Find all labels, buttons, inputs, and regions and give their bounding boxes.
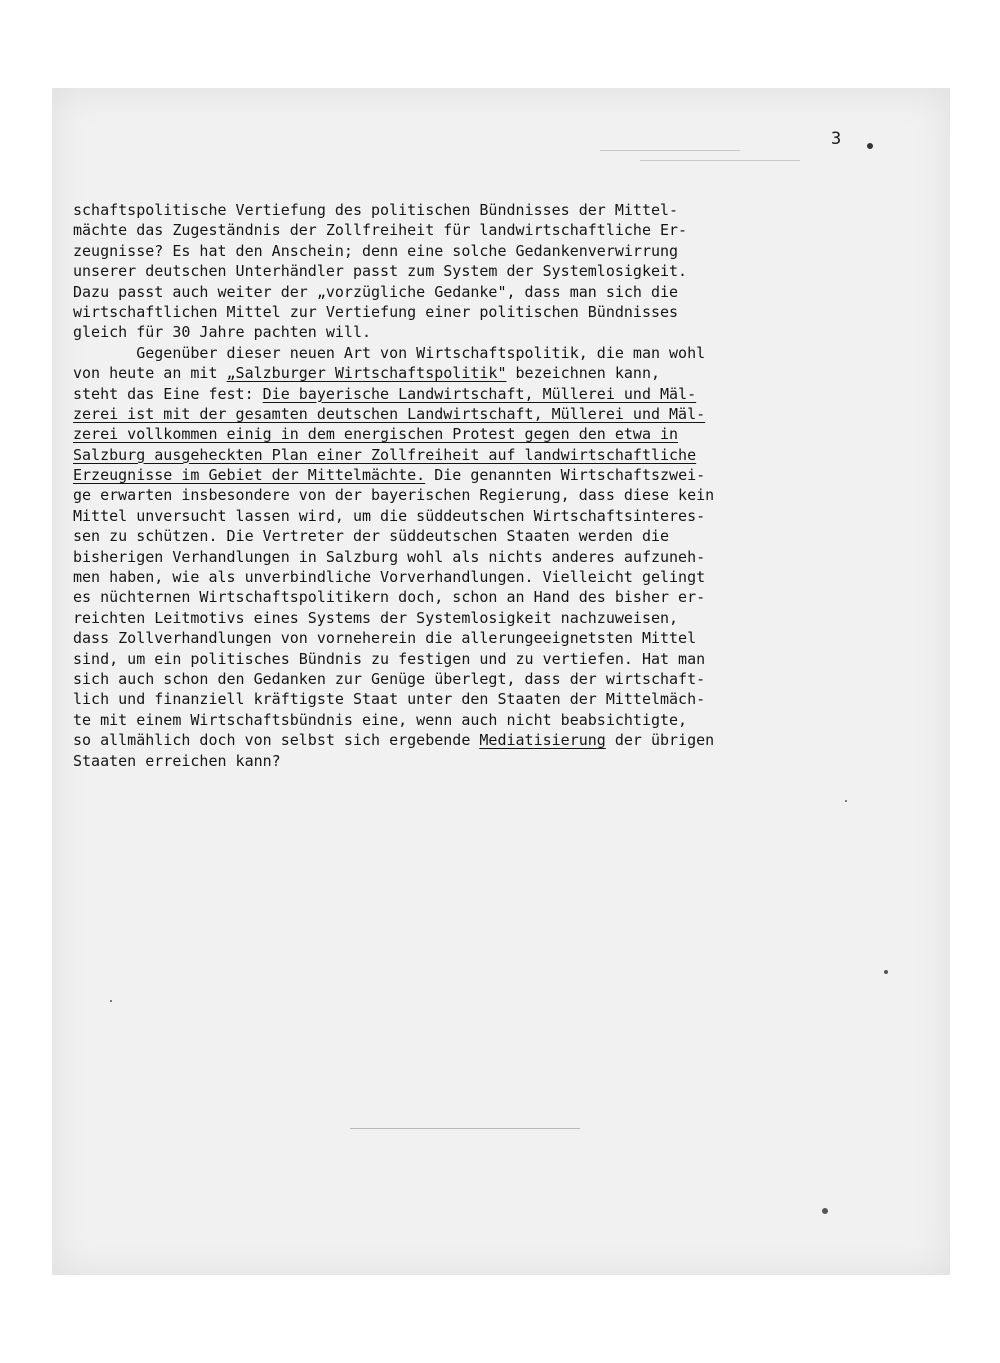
text-line — [73, 302, 933, 322]
text-segment: so allmählich doch von selbst sich ergebende — [73, 731, 480, 750]
text-segment: zeugnisse? Es hat den Anschein; denn eine solche Gedankenverwirrung — [73, 241, 679, 260]
text-segment: Mittel unversucht lassen wird, um die süddeutschen Wirtschaftsinteres- — [73, 506, 706, 525]
text-segment: ge erwarten insbesondere von der bayerischen Regierung, dass diese kein — [73, 486, 715, 505]
text-line — [73, 506, 933, 526]
text-line — [73, 445, 933, 465]
text-line — [73, 628, 933, 648]
text-line — [73, 282, 933, 302]
text-segment: es nüchternen Wirtschaftspolitikern doch, schon an Hand des bisher er- — [73, 588, 706, 607]
text-line — [73, 424, 933, 444]
text-segment: gleich für 30 Jahre pachten will. — [73, 323, 372, 342]
text-line — [73, 751, 933, 771]
text-line — [73, 363, 933, 383]
text-segment: steht das Eine fest: — [73, 384, 263, 403]
text-line — [73, 465, 933, 485]
text-segment: von heute an mit — [73, 364, 227, 383]
text-line — [73, 649, 933, 669]
text-line — [73, 200, 933, 220]
underlined-text: Salzburg ausgeheckten Plan einer Zollfreiheit auf landwirtschaftliche — [73, 445, 697, 464]
page-number: 3 — [831, 129, 842, 149]
scan-artifact-line — [640, 160, 800, 161]
text-segment: Gegenüber dieser neuen Art von Wirtschaftspolitik, die man wohl — [73, 343, 706, 362]
scan-artifact-line — [600, 150, 740, 151]
text-segment: bisherigen Verhandlungen in Salzburg wohl als nichts anderes aufzuneh- — [73, 547, 706, 566]
scan-artifact-line — [350, 1128, 580, 1129]
text-segment: reichten Leitmotivs eines Systems der Systemlosigkeit nachzuweisen, — [73, 608, 679, 627]
text-segment: unserer deutschen Unterhändler passt zum System der Systemlosigkeit. — [73, 262, 688, 281]
underlined-text: zerei vollkommen einig in dem energischen Protest gegen den etwa in — [73, 425, 679, 444]
text-segment: mächte das Zugeständnis der Zollfreiheit für landwirtschaftliche Er- — [73, 221, 688, 240]
text-segment: sind, um ein politisches Bündnis zu festigen und zu vertiefen. Hat man — [73, 649, 706, 668]
text-line — [73, 547, 933, 567]
text-segment: Dazu passt auch weiter der „vorzügliche Gedanke", dass man sich die — [73, 282, 679, 301]
text-segment: dass Zollverhandlungen von vorneherein die allerungeeignetsten Mittel — [73, 629, 697, 648]
text-line — [73, 730, 933, 750]
text-segment: sich auch schon den Gedanken zur Genüge überlegt, dass der wirtschaft- — [73, 669, 706, 688]
text-line — [73, 608, 933, 628]
text-line — [73, 343, 933, 363]
text-line — [73, 485, 933, 505]
text-segment: der übrigen — [605, 731, 715, 750]
page-number-dot — [867, 143, 873, 149]
underlined-text: Die bayerische Landwirtschaft, Müllerei und Mäl- — [262, 384, 697, 403]
text-line — [73, 384, 933, 404]
underlined-text: zerei ist mit der gesamten deutschen Landwirtschaft, Müllerei und Mäl- — [73, 404, 706, 423]
underlined-text: „Salzburger Wirtschaftspolitik" — [226, 364, 507, 383]
text-segment: Staaten erreichen kann? — [73, 751, 281, 770]
text-line — [73, 220, 933, 240]
text-line — [73, 587, 933, 607]
text-segment: Die genannten Wirtschaftszwei- — [425, 466, 706, 485]
underlined-text: Erzeugnisse im Gebiet der Mittelmächte. — [73, 466, 426, 485]
text-line — [73, 526, 933, 546]
text-line — [73, 669, 933, 689]
body-text — [73, 200, 933, 771]
text-line — [73, 322, 933, 342]
text-segment: bezeichnen kann, — [506, 364, 661, 383]
text-line — [73, 689, 933, 709]
underlined-text: Mediatisierung — [479, 731, 606, 750]
text-line — [73, 404, 933, 424]
text-segment: men haben, wie als unverbindliche Vorverhandlungen. Vielleicht gelingt — [73, 568, 706, 587]
text-segment: lich und finanziell kräftigste Staat unter den Staaten der Mittelmäch- — [73, 690, 706, 709]
text-segment: wirtschaftlichen Mittel zur Vertiefung einer politischen Bündnisses — [73, 302, 679, 321]
text-segment: te mit einem Wirtschaftsbündnis eine, wenn auch nicht beabsichtigte, — [73, 710, 688, 729]
text-line — [73, 261, 933, 281]
text-segment: sen zu schützen. Die Vertreter der süddeutschen Staaten werden die — [73, 527, 670, 546]
text-line — [73, 567, 933, 587]
text-line — [73, 241, 933, 261]
text-line — [73, 710, 933, 730]
text-segment: schaftspolitische Vertiefung des politischen Bündnisses der Mittel- — [73, 201, 679, 219]
